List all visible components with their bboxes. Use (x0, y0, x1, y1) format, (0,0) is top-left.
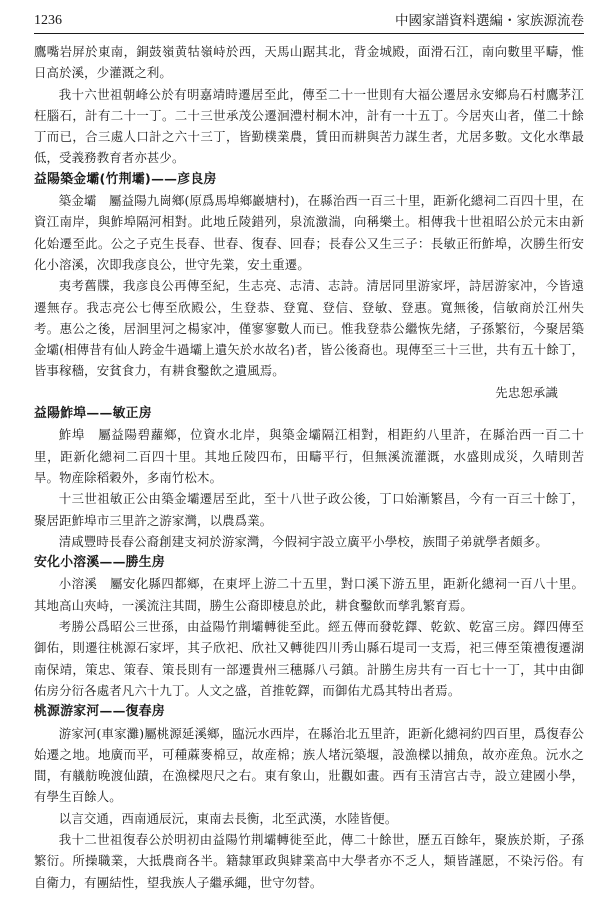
page-number: 1236 (34, 13, 62, 28)
paragraph: 我十六世祖朝峰公於有明嘉靖時遷居至此，傳至二十一世則有大福公遷居永安鄉烏石村鷹茅江枉腦石，計有二十一丁。二十三世承茂公遷洄澧村桐木冲，計有一十五丁。今居夾山者，僅二十餘丁而已，合三處人口計之六十三丁，皆勤樸業農，賃田而耕與苦力謀生者，尤居多數。文化水準最低，受義務教育者亦甚少。 (34, 86, 584, 166)
section-heading: 益陽築金壩(竹荆壩)——彦良房 (34, 171, 217, 187)
paragraph: 清咸豐時長春公裔創建支祠於游家灣，今假祠宇設立廣平小學校，族間子弟就學者頗多。 (58, 533, 548, 549)
page-body (34, 34, 584, 893)
paragraph: 以言交通，西南通辰沅，東南去長衡，北至武漢，水陸皆便。 (58, 810, 398, 826)
paragraph: 十三世祖敏正公由築金壩遷居至此，至十八世子政公後，丁口始漸繁昌，今有一百三十餘丁，聚居距鮓埠市三里許之游家灣，以農爲業。 (34, 491, 584, 528)
paragraph: 我十二世祖復春公於明初由益陽竹荆壩轉徙至此，傳二十餘世，歷五百餘年，聚族於斯，子孫繁衍。所操職業，大抵農商各半。籍隸軍政與肄業高中大學者亦不乏人，類皆謹愿，不染污俗。有自衛力，有團結性，望我族人子繼承繩，世守勿替。 (34, 831, 584, 890)
paragraph: 夷考舊牒，我彦良公再傳至紀，生志亮、志清、志詩。清居同里游家坪，詩居游家冲，今皆遠遷無存。我志亮公七傳至欣殿公，生登恭、登寬、登信、登敏、登惠。寬無後，信敏商於江州失考。惠公之後，居洄里河之楊家冲，僅寥寥數人而已。惟我登恭公繼恢先緒，子孫繁衍，今聚居築金壩(相傳昔有仙人跨金牛過壩上遺矢於水故名)者，皆公後裔也。現傳至三十三世，共有五十餘丁，皆事稼穡，安貧食力，有耕食鑿飲之遺風焉。 (34, 278, 584, 379)
paragraph: 小溶溪 屬安化縣四都鄉，在東坪上游二十五里，對口溪下游五里，距新化總祠一百八十里。其地高山夾峙，一溪流注其間，勝生公裔即棲息於此，耕食鑿飲而孳乳繁育焉。 (34, 576, 584, 613)
section-heading: 益陽鮓埠——敏正房 (34, 406, 152, 422)
page-header (34, 0, 584, 34)
author-signature: 先忠恕承識 (495, 384, 558, 400)
paragraph: 鮓埠 屬益陽碧蘿鄉，位資水北岸，與築金壩隔江相對，相距約八里許，在縣治西一百二十里，距新化總祠二百四十里。其地丘陵四布，田疇平行，但無溪流灌溉，水盛則成災，久晴則苦旱。物産除稻穀外，多南竹松木。 (34, 427, 584, 485)
section-heading: 桃源游家河——復春房 (34, 704, 165, 720)
paragraph: 考勝公爲昭公三世孫，由益陽竹荆壩轉徙至此。經五傳而發乾鐸、乾欽、乾富三房。鐸四傳至御佑，則遷往桃源石家坪，其子欣祀、欣社又轉徙四川秀山縣石堤司一支焉，祀三傳至策禮復遷湖南保靖，策忠、策春、策長則有一部遷貴州三穗縣八弓鎮。計勝生房共有一百七十一丁，其中由御佑房分衍各處者凡六十九丁。人文之盛，首推乾鐸，而御佑尤爲其特出者焉。 (34, 619, 584, 698)
book-title: 中國家譜資料選編・家族源流卷 (395, 13, 584, 29)
paragraph: 築金壩 屬益陽九崗鄉(原爲馬埠鄉巖塘村)，在縣治西一百三十里，距新化總祠二百四十里，在資江南岸，與鮓埠隔河相對。此地丘陵錯列，泉流激湍，向稱樂土。相傳我十世祖昭公於元末由新化始遷至此。公之子克生長春、世春、復春、回春；長春公又生三子：長敏正衎鮓埠，次勝生衎安化小溶溪，次即我彦良公，世守先業，安土重遷。 (34, 193, 584, 272)
section-heading: 安化小溶溪——勝生房 (34, 555, 165, 571)
paragraph: 鷹嘴岩屏於東南，銅鼓嶺黄牯嶺峙於西，天馬山踞其北，背金城殿，面滑石江，南向數里平疇，惟日高於溪，少灌溉之利。 (34, 44, 584, 81)
paragraph: 游家河(車家灘)屬桃源延溪鄉，臨沅水西岸，在縣治北五里許，距新化總祠約四百里，爲復春公始遷之地。地廣而平，可種蔴麥棉豆，故産棉；族人堵沅築堰，設漁樑以捕魚，故亦産魚。沅水之間，有艤舫晚渡仙蹟，在漁樑咫尺之右。東有象山，壯觀如畫。西有玉清宫古寺，設立建國小學，有學生百餘人。 (34, 725, 584, 805)
